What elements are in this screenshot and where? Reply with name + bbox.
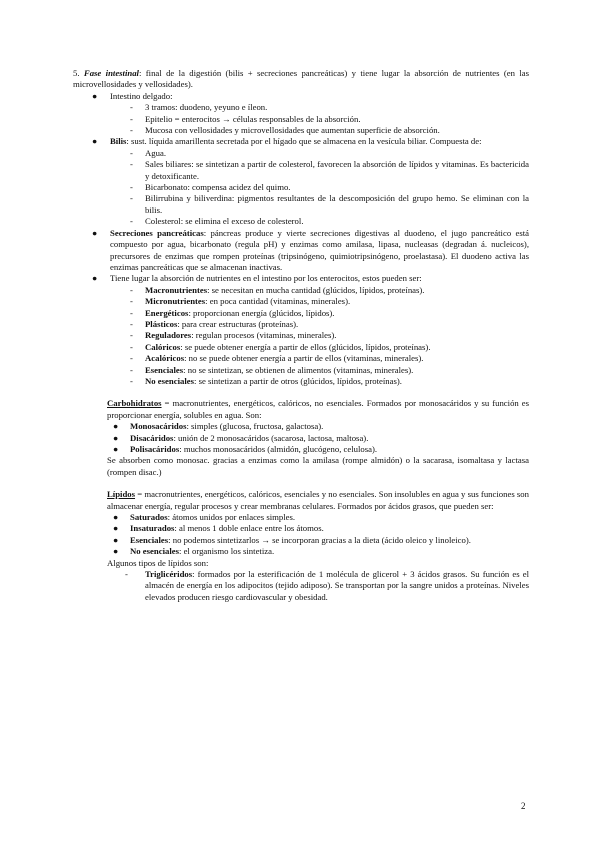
bullet-icon: ● (113, 421, 119, 432)
bullet-icon: ● (113, 546, 119, 557)
bullet-term: Monosacáridos (130, 421, 187, 432)
dash-text: : para crear estructuras (proteínas). (177, 318, 299, 329)
bullet-bilis (73, 136, 529, 147)
bullet-term: Secreciones pancreáticas (110, 227, 204, 238)
bullet-secreciones (73, 228, 529, 274)
bullet-text: Tiene lugar la absorción de nutrientes en el intestino por los enterocitos, estos pueden ser: (110, 273, 422, 284)
dash-text: : en poca cantidad (vitaminas, minerales). (205, 296, 351, 307)
dash-text: Bicarbonato: compensa acidez del quimo. (145, 182, 291, 193)
dash-text: : se sintetizan a partir de otros (glúcidos, lípidos, proteínas). (193, 375, 402, 386)
bullet-item (73, 523, 529, 534)
dash-text: : se puede obtener energía a partir de ellos (glúcidos, lípidos, proteínas). (180, 341, 431, 352)
bullet-text: : el organismo los sintetiza. (178, 546, 275, 557)
bullet-icon: ● (92, 136, 98, 147)
dash-text: Bilirrubina y biliverdina: pigmentos resultantes de la descomposición del grupo hemo. Se eliminan con la bilis. (145, 193, 529, 215)
dash-item (73, 365, 529, 376)
dash-text: : no se sintetizan, se obtienen de alimentos (vitaminas, minerales). (183, 364, 414, 375)
bullet-item (73, 512, 529, 523)
document-page (73, 68, 529, 603)
section-number: 5. (73, 68, 84, 78)
dash-icon: - (130, 147, 133, 158)
section-text: : final de la digestión (bilis + secreciones pancreáticas) y tiene lugar la absorción de nutrientes (en las microvellosidades y vellosidades). (73, 68, 530, 90)
dash-text: 3 tramos: duodeno, yeyuno e íleon. (145, 102, 268, 113)
section-term: Fase intestinal (83, 68, 139, 78)
lipidos-paragraph (73, 489, 529, 512)
dash-icon: - (125, 569, 128, 580)
dash-icon: - (130, 353, 133, 364)
bullet-text: : muchos monosacáridos (almidón, glucógeno, celulosa). (179, 444, 378, 454)
dash-term: Micronutrientes (145, 296, 206, 307)
dash-icon: - (130, 364, 133, 375)
dash-item (73, 148, 529, 159)
dash-term: Macronutrientes (145, 284, 208, 295)
dash-item (73, 114, 529, 125)
bullet-icon: ● (113, 444, 119, 454)
dash-item (73, 182, 529, 193)
bullet-icon: ● (92, 273, 98, 284)
bullet-text: : páncreas produce y vierte secreciones digestivas al duodeno, el jugo pancreático está compuesto por agua, bicarbonato (regula pH) y enzimas como amilasa, lipasa, nucleasas (degradan á. nucleicos), precursores de enzimas que rompen proteínas (tripsinógeno, quimiotripsinógeno, proelastasa). El duodeno activa las enzimas pancreáticas que se almacenan inactivas. (110, 227, 529, 272)
dash-icon: - (130, 159, 133, 170)
dash-icon: - (130, 102, 133, 113)
dash-item (73, 376, 529, 387)
bullet-item (73, 546, 529, 557)
bullet-item (73, 421, 529, 432)
dash-term: No esenciales (145, 375, 194, 386)
dash-text: Sales biliares: se sintetizan a partir de colesterol, favorecen la absorción de lípidos y vitaminas. Es bactericida y detoxificante. (145, 159, 529, 181)
dash-item (73, 125, 529, 136)
bullet-item (73, 444, 529, 455)
bullet-text: : unión de 2 monosacáridos (sacarosa, lactosa, maltosa). (173, 432, 369, 443)
dash-item (73, 285, 529, 296)
bullet-intestino (73, 91, 529, 102)
dash-icon: - (130, 375, 133, 386)
dash-item (73, 330, 529, 341)
bullet-text: : átomos unidos por enlaces simples. (167, 512, 296, 523)
bullet-term: Disacáridos (130, 432, 174, 443)
bullet-term: Polisacáridos (130, 444, 180, 454)
bullet-icon: ● (113, 534, 119, 545)
dash-icon: - (130, 284, 133, 295)
dash-text: Agua. (145, 147, 166, 158)
dash-text: : se necesitan en mucha cantidad (glúcidos, lípidos, proteínas). (207, 284, 425, 295)
dash-item (73, 193, 529, 216)
bullet-text: : no podemos sintetizarlos → se incorporan gracias a la dieta (ácido oleico y linoleico). (168, 534, 471, 545)
bullet-icon: ● (92, 90, 98, 101)
bullet-icon: ● (92, 227, 98, 238)
carbohidratos-text: = macronutrientes, energéticos, calóricos, no esenciales. Formados por monosacáridos y su función es proporcionar energía, solubles en agua. Son: (107, 398, 529, 420)
bullet-text: : sust. líquida amarillenta secretada por el hígado que se almacena en la vesícula biliar. Compuesta de: (126, 136, 482, 147)
dash-text: Colesterol: se elimina el exceso de colesterol. (145, 216, 304, 227)
dash-term: Plásticos (145, 318, 178, 329)
bullet-text: : al menos 1 doble enlace entre los átomos. (174, 523, 324, 534)
dash-text: : proporcionan energía (glúcidos, lípidos). (188, 307, 335, 318)
bullet-term: Esenciales (130, 534, 169, 545)
bullet-term: No esenciales (130, 546, 179, 557)
dash-text: Epitelio = enterocitos → células responsables de la absorción. (145, 113, 361, 124)
bullet-term: Saturados (130, 512, 168, 523)
page-number: 2 (521, 801, 526, 811)
bullet-absorcion (73, 273, 529, 284)
dash-term: Acalóricos (145, 353, 185, 364)
carbohidratos-paragraph (73, 398, 529, 421)
dash-text: : regulan procesos (vitaminas, minerales). (191, 330, 337, 341)
bullet-text: : simples (glucosa, fructosa, galactosa). (186, 421, 324, 432)
dash-item (73, 296, 529, 307)
carbohidratos-after: Se absorben como monosac. gracias a enzimas como la amilasa (rompe almidón) o la sacarasa, isomaltasa y lactasa (rompen disac.) (107, 455, 529, 477)
bullet-icon: ● (113, 432, 119, 443)
bullet-term: Insaturados (130, 523, 175, 534)
lipidos-text: = macronutrientes, energéticos, calóricos, esenciales y no esenciales. Son insolubles en agua y sus funciones son almacenar energía, regular procesos y crear membranas celulares. Formados por ácidos grasos, que pueden ser: (107, 489, 529, 511)
dash-icon: - (130, 307, 133, 318)
dash-term: Triglicéridos (145, 569, 193, 580)
dash-text: Mucosa con vellosidades y microvellosidades que aumentan superficie de absorción. (145, 125, 440, 136)
dash-item (73, 159, 529, 182)
dash-text: : formados por la esterificación de 1 molécula de glicerol + 3 ácidos grasos. Su función es el almacén de energía en los adipocitos (tejido adiposo). Se transportan por la sangre unidos a proteínas. Niveles elevados producen riesgo cardiovascular y obesidad. (145, 569, 529, 602)
dash-item (73, 308, 529, 319)
dash-icon: - (130, 341, 133, 352)
lipidos-tipos-label: Algunos tipos de lípidos son: (107, 557, 209, 568)
bullet-term: Bilis (110, 136, 127, 147)
dash-icon: - (130, 113, 133, 124)
bullet-item (73, 433, 529, 444)
dash-icon: - (130, 193, 133, 204)
dash-icon: - (130, 216, 133, 227)
carbohidratos-term: Carbohidratos (107, 398, 162, 409)
dash-item (73, 102, 529, 113)
bullet-text: Intestino delgado: (110, 90, 173, 101)
bullet-item (73, 535, 529, 546)
dash-icon: - (130, 296, 133, 307)
dash-item (73, 319, 529, 330)
dash-term: Calóricos (145, 341, 181, 352)
bullet-icon: ● (113, 523, 119, 534)
dash-icon: - (130, 318, 133, 329)
intro-paragraph (73, 68, 529, 91)
dash-item (73, 569, 529, 603)
dash-item (73, 353, 529, 364)
dash-term: Energéticos (145, 307, 189, 318)
lipidos-term: Lípidos (107, 489, 136, 500)
dash-item (73, 216, 529, 227)
dash-text: : no se puede obtener energía a partir de ellos (vitaminas, minerales). (184, 353, 424, 364)
dash-term: Esenciales (145, 364, 184, 375)
dash-term: Reguladores (145, 330, 192, 341)
bullet-icon: ● (113, 512, 119, 523)
dash-icon: - (130, 125, 133, 136)
dash-icon: - (130, 330, 133, 341)
dash-icon: - (130, 182, 133, 193)
dash-item (73, 342, 529, 353)
